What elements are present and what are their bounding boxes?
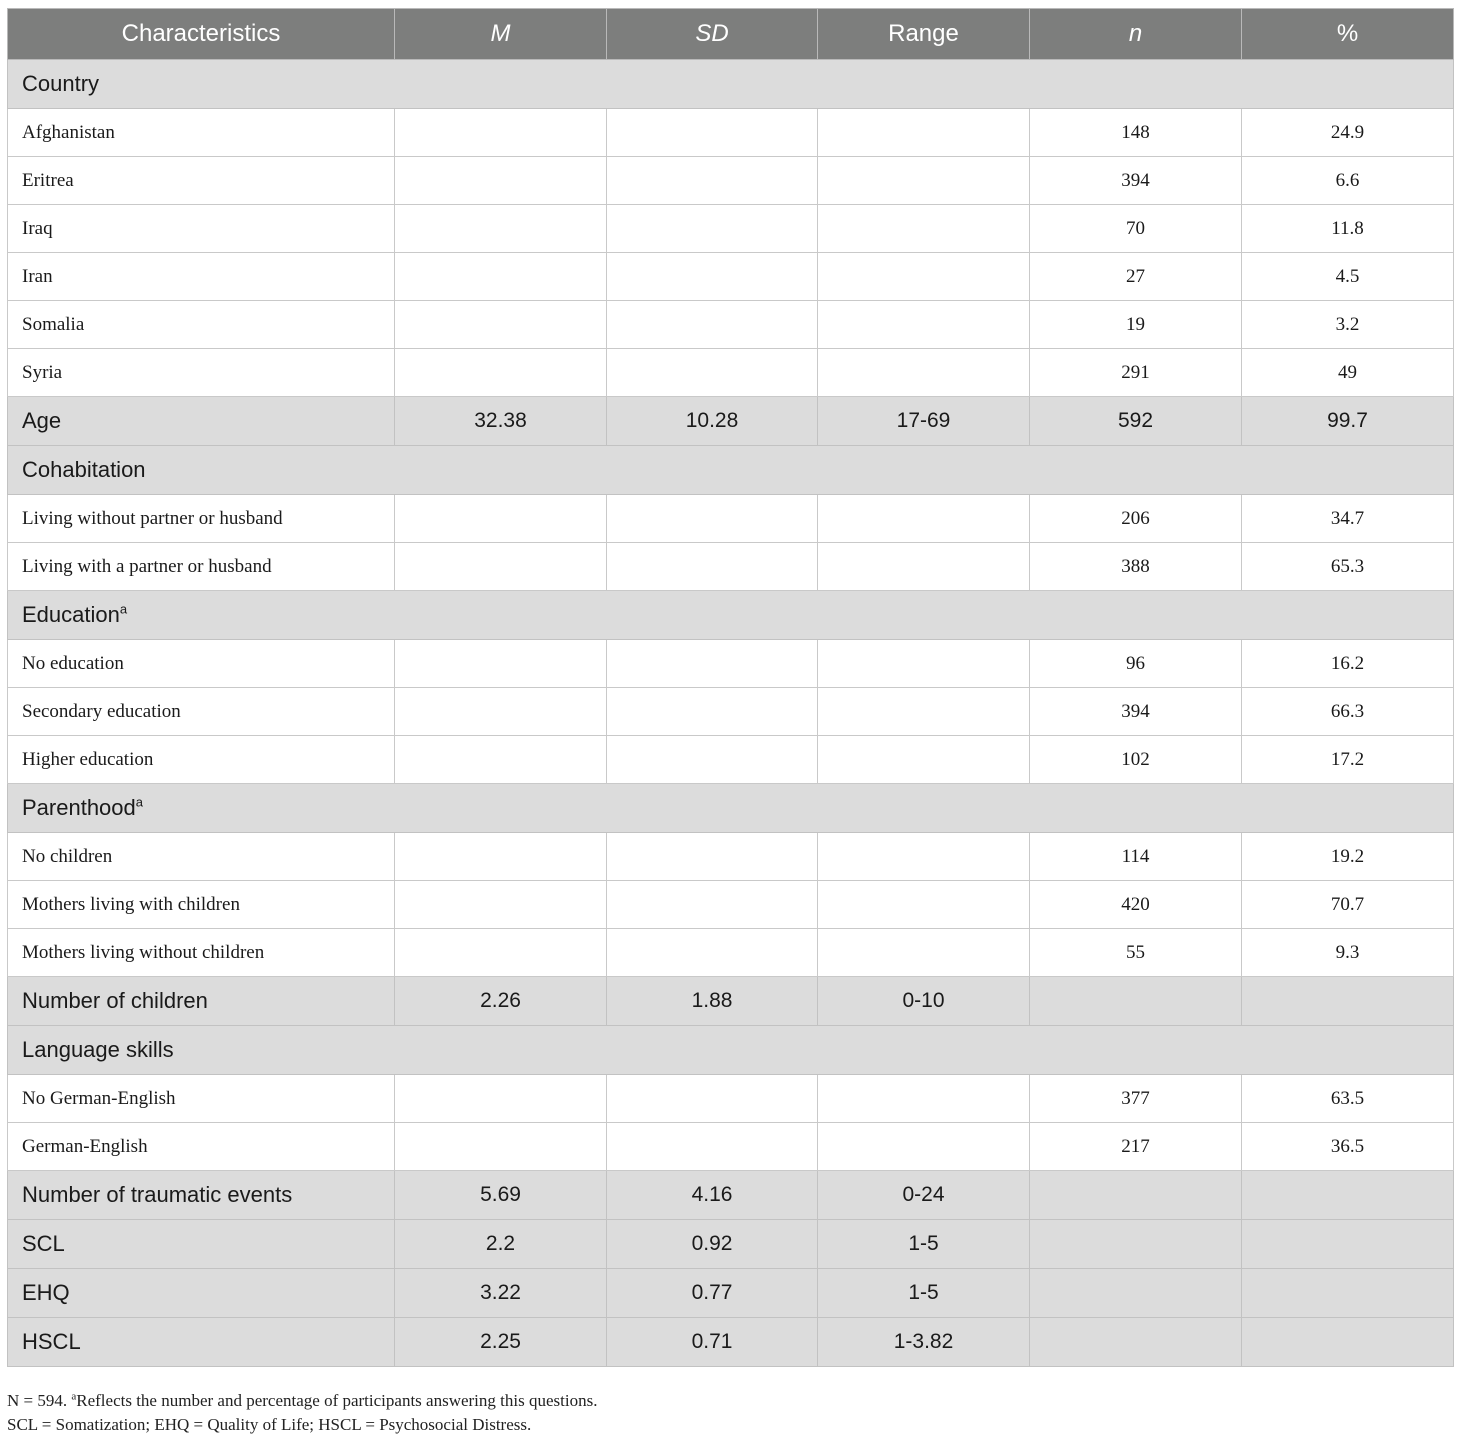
footnote-marker: a bbox=[71, 1390, 77, 1403]
cell-m bbox=[395, 109, 607, 157]
cell-m: 32.38 bbox=[395, 397, 607, 446]
row-label: Mothers living without children bbox=[8, 929, 395, 977]
cell-sd bbox=[607, 833, 818, 881]
cell-sd: 10.28 bbox=[607, 397, 818, 446]
row-label: German-English bbox=[8, 1123, 395, 1171]
cell-range bbox=[818, 349, 1030, 397]
cell-sd bbox=[607, 736, 818, 784]
cell-percent: 70.7 bbox=[1242, 881, 1454, 929]
row-label: No German-English bbox=[8, 1075, 395, 1123]
section-row-cohabitation bbox=[8, 446, 1454, 495]
cell-range: 1-3.82 bbox=[818, 1318, 1030, 1367]
cell-percent bbox=[1242, 1171, 1454, 1220]
cell-percent bbox=[1242, 977, 1454, 1026]
cell-m bbox=[395, 495, 607, 543]
cell-m bbox=[395, 157, 607, 205]
cell-n: 114 bbox=[1030, 833, 1242, 881]
footnote-line-1 bbox=[7, 1389, 1453, 1413]
footnote-n: N = 594. bbox=[7, 1391, 72, 1410]
cell-sd: 1.88 bbox=[607, 977, 818, 1026]
table-row bbox=[8, 640, 1454, 688]
section-label: Cohabitation bbox=[8, 446, 1454, 495]
cell-m bbox=[395, 301, 607, 349]
cell-m: 2.25 bbox=[395, 1318, 607, 1367]
cell-range: 1-5 bbox=[818, 1269, 1030, 1318]
table-footnotes bbox=[7, 1389, 1453, 1437]
cell-percent: 66.3 bbox=[1242, 688, 1454, 736]
cell-n: 388 bbox=[1030, 543, 1242, 591]
cell-sd: 0.71 bbox=[607, 1318, 818, 1367]
row-label: Eritrea bbox=[8, 157, 395, 205]
cell-n: 592 bbox=[1030, 397, 1242, 446]
table-row bbox=[8, 301, 1454, 349]
cell-n bbox=[1030, 1318, 1242, 1367]
footnote-line-2: SCL = Somatization; EHQ = Quality of Life; HSCL = Psychosocial Distress. bbox=[7, 1415, 532, 1434]
row-label: Living with a partner or husband bbox=[8, 543, 395, 591]
row-label: EHQ bbox=[8, 1269, 395, 1318]
section-label: Country bbox=[8, 60, 1454, 109]
row-label: Iraq bbox=[8, 205, 395, 253]
cell-range bbox=[818, 1123, 1030, 1171]
cell-m bbox=[395, 688, 607, 736]
cell-m bbox=[395, 253, 607, 301]
cell-percent bbox=[1242, 1318, 1454, 1367]
cell-sd bbox=[607, 495, 818, 543]
cell-percent: 17.2 bbox=[1242, 736, 1454, 784]
cell-percent: 9.3 bbox=[1242, 929, 1454, 977]
cell-range bbox=[818, 157, 1030, 205]
cell-range bbox=[818, 640, 1030, 688]
row-label: Mothers living with children bbox=[8, 881, 395, 929]
cell-m: 5.69 bbox=[395, 1171, 607, 1220]
cell-n: 19 bbox=[1030, 301, 1242, 349]
cell-range bbox=[818, 929, 1030, 977]
row-label: No education bbox=[8, 640, 395, 688]
cell-percent: 16.2 bbox=[1242, 640, 1454, 688]
row-label: Afghanistan bbox=[8, 109, 395, 157]
cell-range bbox=[818, 543, 1030, 591]
stat-row-number-of-children bbox=[8, 977, 1454, 1026]
cell-m bbox=[395, 929, 607, 977]
header-percent: % bbox=[1242, 9, 1454, 60]
header-characteristics: Characteristics bbox=[8, 9, 395, 60]
table-row bbox=[8, 1123, 1454, 1171]
row-label: Number of traumatic events bbox=[8, 1171, 395, 1220]
footnote-marker: a bbox=[119, 601, 128, 617]
header-row bbox=[8, 9, 1454, 60]
header-sd: SD bbox=[607, 9, 818, 60]
cell-percent: 49 bbox=[1242, 349, 1454, 397]
cell-m bbox=[395, 640, 607, 688]
cell-sd bbox=[607, 881, 818, 929]
section-label-text: Parenthood bbox=[22, 795, 136, 820]
cell-n: 217 bbox=[1030, 1123, 1242, 1171]
cell-range: 0-24 bbox=[818, 1171, 1030, 1220]
table-row bbox=[8, 109, 1454, 157]
row-label: SCL bbox=[8, 1220, 395, 1269]
cell-m: 2.26 bbox=[395, 977, 607, 1026]
cell-m bbox=[395, 833, 607, 881]
cell-sd bbox=[607, 157, 818, 205]
cell-n: 394 bbox=[1030, 157, 1242, 205]
stat-row-age bbox=[8, 397, 1454, 446]
cell-sd bbox=[607, 205, 818, 253]
section-row-language-skills bbox=[8, 1026, 1454, 1075]
cell-m bbox=[395, 881, 607, 929]
row-label: Secondary education bbox=[8, 688, 395, 736]
cell-m bbox=[395, 543, 607, 591]
cell-sd bbox=[607, 301, 818, 349]
row-label: Iran bbox=[8, 253, 395, 301]
stat-row-traumatic-events bbox=[8, 1171, 1454, 1220]
cell-range bbox=[818, 1075, 1030, 1123]
section-label bbox=[8, 591, 1454, 640]
cell-range bbox=[818, 833, 1030, 881]
stat-row-scl bbox=[8, 1220, 1454, 1269]
cell-sd bbox=[607, 543, 818, 591]
cell-range bbox=[818, 736, 1030, 784]
row-label: Age bbox=[8, 397, 395, 446]
row-label: Syria bbox=[8, 349, 395, 397]
table-row bbox=[8, 688, 1454, 736]
cell-percent: 11.8 bbox=[1242, 205, 1454, 253]
section-label-text: Education bbox=[22, 602, 120, 627]
table-row bbox=[8, 543, 1454, 591]
characteristics-table bbox=[7, 8, 1454, 1367]
table-row bbox=[8, 1075, 1454, 1123]
row-label: HSCL bbox=[8, 1318, 395, 1367]
row-label: Living without partner or husband bbox=[8, 495, 395, 543]
cell-sd bbox=[607, 109, 818, 157]
cell-m: 2.2 bbox=[395, 1220, 607, 1269]
cell-n: 70 bbox=[1030, 205, 1242, 253]
cell-range: 1-5 bbox=[818, 1220, 1030, 1269]
cell-n bbox=[1030, 1269, 1242, 1318]
cell-sd bbox=[607, 1075, 818, 1123]
section-label: Language skills bbox=[8, 1026, 1454, 1075]
header-n: n bbox=[1030, 9, 1242, 60]
stat-row-ehq bbox=[8, 1269, 1454, 1318]
stat-row-hscl bbox=[8, 1318, 1454, 1367]
cell-n bbox=[1030, 1220, 1242, 1269]
cell-range bbox=[818, 205, 1030, 253]
row-label: No children bbox=[8, 833, 395, 881]
cell-range bbox=[818, 881, 1030, 929]
cell-range bbox=[818, 109, 1030, 157]
cell-n: 206 bbox=[1030, 495, 1242, 543]
cell-percent bbox=[1242, 1269, 1454, 1318]
table-row bbox=[8, 157, 1454, 205]
section-label bbox=[8, 784, 1454, 833]
cell-n: 377 bbox=[1030, 1075, 1242, 1123]
table-row bbox=[8, 349, 1454, 397]
cell-n: 55 bbox=[1030, 929, 1242, 977]
cell-range: 17-69 bbox=[818, 397, 1030, 446]
cell-range bbox=[818, 495, 1030, 543]
cell-n bbox=[1030, 977, 1242, 1026]
footnote-text: Reflects the number and percentage of participants answering this questions. bbox=[76, 1391, 598, 1410]
header-range: Range bbox=[818, 9, 1030, 60]
header-m: M bbox=[395, 9, 607, 60]
cell-percent: 36.5 bbox=[1242, 1123, 1454, 1171]
cell-m bbox=[395, 205, 607, 253]
row-label: Higher education bbox=[8, 736, 395, 784]
cell-range bbox=[818, 688, 1030, 736]
cell-n: 96 bbox=[1030, 640, 1242, 688]
cell-m bbox=[395, 1075, 607, 1123]
cell-sd bbox=[607, 1123, 818, 1171]
cell-sd: 0.92 bbox=[607, 1220, 818, 1269]
cell-m bbox=[395, 1123, 607, 1171]
cell-sd bbox=[607, 349, 818, 397]
footnote-marker: a bbox=[135, 794, 143, 810]
table-row bbox=[8, 736, 1454, 784]
cell-range bbox=[818, 253, 1030, 301]
cell-percent: 6.6 bbox=[1242, 157, 1454, 205]
cell-n: 148 bbox=[1030, 109, 1242, 157]
cell-percent: 34.7 bbox=[1242, 495, 1454, 543]
cell-n: 27 bbox=[1030, 253, 1242, 301]
cell-sd bbox=[607, 929, 818, 977]
cell-percent: 63.5 bbox=[1242, 1075, 1454, 1123]
cell-percent: 99.7 bbox=[1242, 397, 1454, 446]
cell-n: 420 bbox=[1030, 881, 1242, 929]
cell-n: 291 bbox=[1030, 349, 1242, 397]
cell-sd bbox=[607, 640, 818, 688]
cell-n bbox=[1030, 1171, 1242, 1220]
table-row bbox=[8, 833, 1454, 881]
cell-sd: 0.77 bbox=[607, 1269, 818, 1318]
table-row bbox=[8, 205, 1454, 253]
characteristics-table-container bbox=[7, 8, 1453, 1367]
cell-n: 102 bbox=[1030, 736, 1242, 784]
cell-m: 3.22 bbox=[395, 1269, 607, 1318]
cell-sd bbox=[607, 253, 818, 301]
table-row bbox=[8, 495, 1454, 543]
section-row-parenthood bbox=[8, 784, 1454, 833]
cell-range: 0-10 bbox=[818, 977, 1030, 1026]
row-label: Somalia bbox=[8, 301, 395, 349]
cell-percent: 65.3 bbox=[1242, 543, 1454, 591]
cell-m bbox=[395, 736, 607, 784]
cell-percent: 3.2 bbox=[1242, 301, 1454, 349]
cell-percent: 24.9 bbox=[1242, 109, 1454, 157]
table-row bbox=[8, 929, 1454, 977]
cell-range bbox=[818, 301, 1030, 349]
section-row-country bbox=[8, 60, 1454, 109]
cell-n: 394 bbox=[1030, 688, 1242, 736]
row-label: Number of children bbox=[8, 977, 395, 1026]
table-row bbox=[8, 881, 1454, 929]
table-row bbox=[8, 253, 1454, 301]
cell-m bbox=[395, 349, 607, 397]
cell-percent: 4.5 bbox=[1242, 253, 1454, 301]
cell-percent bbox=[1242, 1220, 1454, 1269]
cell-sd bbox=[607, 688, 818, 736]
cell-percent: 19.2 bbox=[1242, 833, 1454, 881]
cell-sd: 4.16 bbox=[607, 1171, 818, 1220]
section-row-education bbox=[8, 591, 1454, 640]
